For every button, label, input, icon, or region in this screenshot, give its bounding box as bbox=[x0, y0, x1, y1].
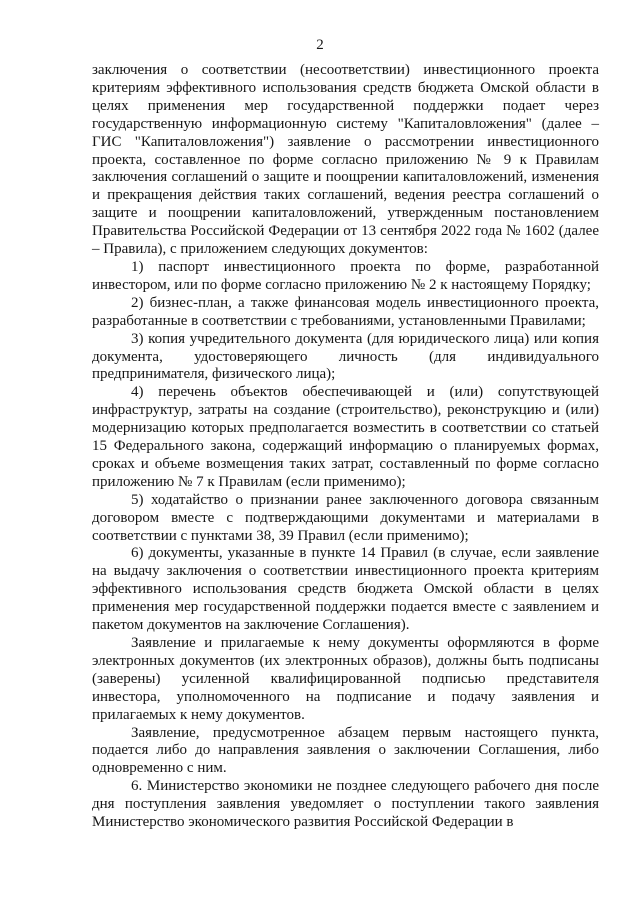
list-item-6-documents-item-14: 6) документы, указанные в пункте 14 Правил (в случае, если заявление на выдачу заключения о соответствии инвестиционного проекта критериям эффективного использования средств бюджета Омской области в целях применения мер государственной поддержки подается вместе с заявлением и пакетом документов на заключение Соглашения). bbox=[92, 545, 599, 634]
paragraph-point-6-ministry-notification: 6. Министерство экономики не позднее следующего рабочего дня после дня поступления заявления уведомляет о поступлении такого заявления Министерство экономического развития Российской Федерации в bbox=[92, 778, 599, 831]
list-item-2-business-plan: 2) бизнес-план, а также финансовая модель инвестиционного проекта, разработанные в соответствии с требованиями, установленными Правилами; bbox=[92, 294, 599, 329]
list-item-5-related-agreement-petition: 5) ходатайство о признании ранее заключенного договора связанным договором вместе с подтверждающими документами и материалами в соответствии с пунктами 38, 39 Правил (если применимо); bbox=[92, 491, 599, 544]
list-item-4-infrastructure-list: 4) перечень объектов обеспечивающей и (или) сопутствующей инфраструктур, затраты на создание (строительство), реконструкцию и (или) модернизацию которых предполагается возместить в соответствии со статьей 15 Федерального закона, содержащий информацию о планируемых формах, сроках и объеме возмещения таких затрат, составленный по форме согласно приложению № 7 к Правилам (если применимо); bbox=[92, 384, 599, 490]
paragraph-electronic-documents: Заявление и прилагаемые к нему документы оформляются в форме электронных документов (их электронных образов), должны быть подписаны (заверены) усиленной квалифицированной подписью представителя инвестора, уполномоченного на подписание и подачу заявления и прилагаемых к нему документов. bbox=[92, 635, 599, 723]
document-body bbox=[92, 62, 599, 832]
list-item-3-founding-document-copy: 3) копия учредительного документа (для юридического лица) или копия документа, удостоверяющего личность (для индивидуального предпринимателя, физического лица); bbox=[92, 330, 599, 383]
paragraph-application-timing: Заявление, предусмотренное абзацем первым настоящего пункта, подается либо до направления заявления о заключении Соглашения, либо одновременно с ним. bbox=[92, 724, 599, 777]
paragraph-application-intro: заключения о соответствии (несоответствии) инвестиционного проекта критериям эффективного использования средств бюджета Омской области в целях применения мер государственной поддержки подает через государственную информационную систему "Капиталовложения" (далее – ГИС "Капиталовложения") заявление о рассмотрении инвестиционного проекта, составленное по форме согласно приложению № 9 к Правилам заключения соглашений о защите и поощрении капиталовложений, изменения и прекращения действия таких соглашений, ведения реестра соглашений о защите и поощрении капиталовложений, утвержденным постановлением Правительства Российской Федерации от 13 сентября 2022 года № 1602 (далее – Правила), с приложением следующих документов: bbox=[92, 62, 599, 258]
list-item-1-investment-passport: 1) паспорт инвестиционного проекта по форме, разработанной инвестором, или по форме согласно приложению № 2 к настоящему Порядку; bbox=[92, 258, 599, 293]
page-number: 2 bbox=[316, 37, 324, 53]
